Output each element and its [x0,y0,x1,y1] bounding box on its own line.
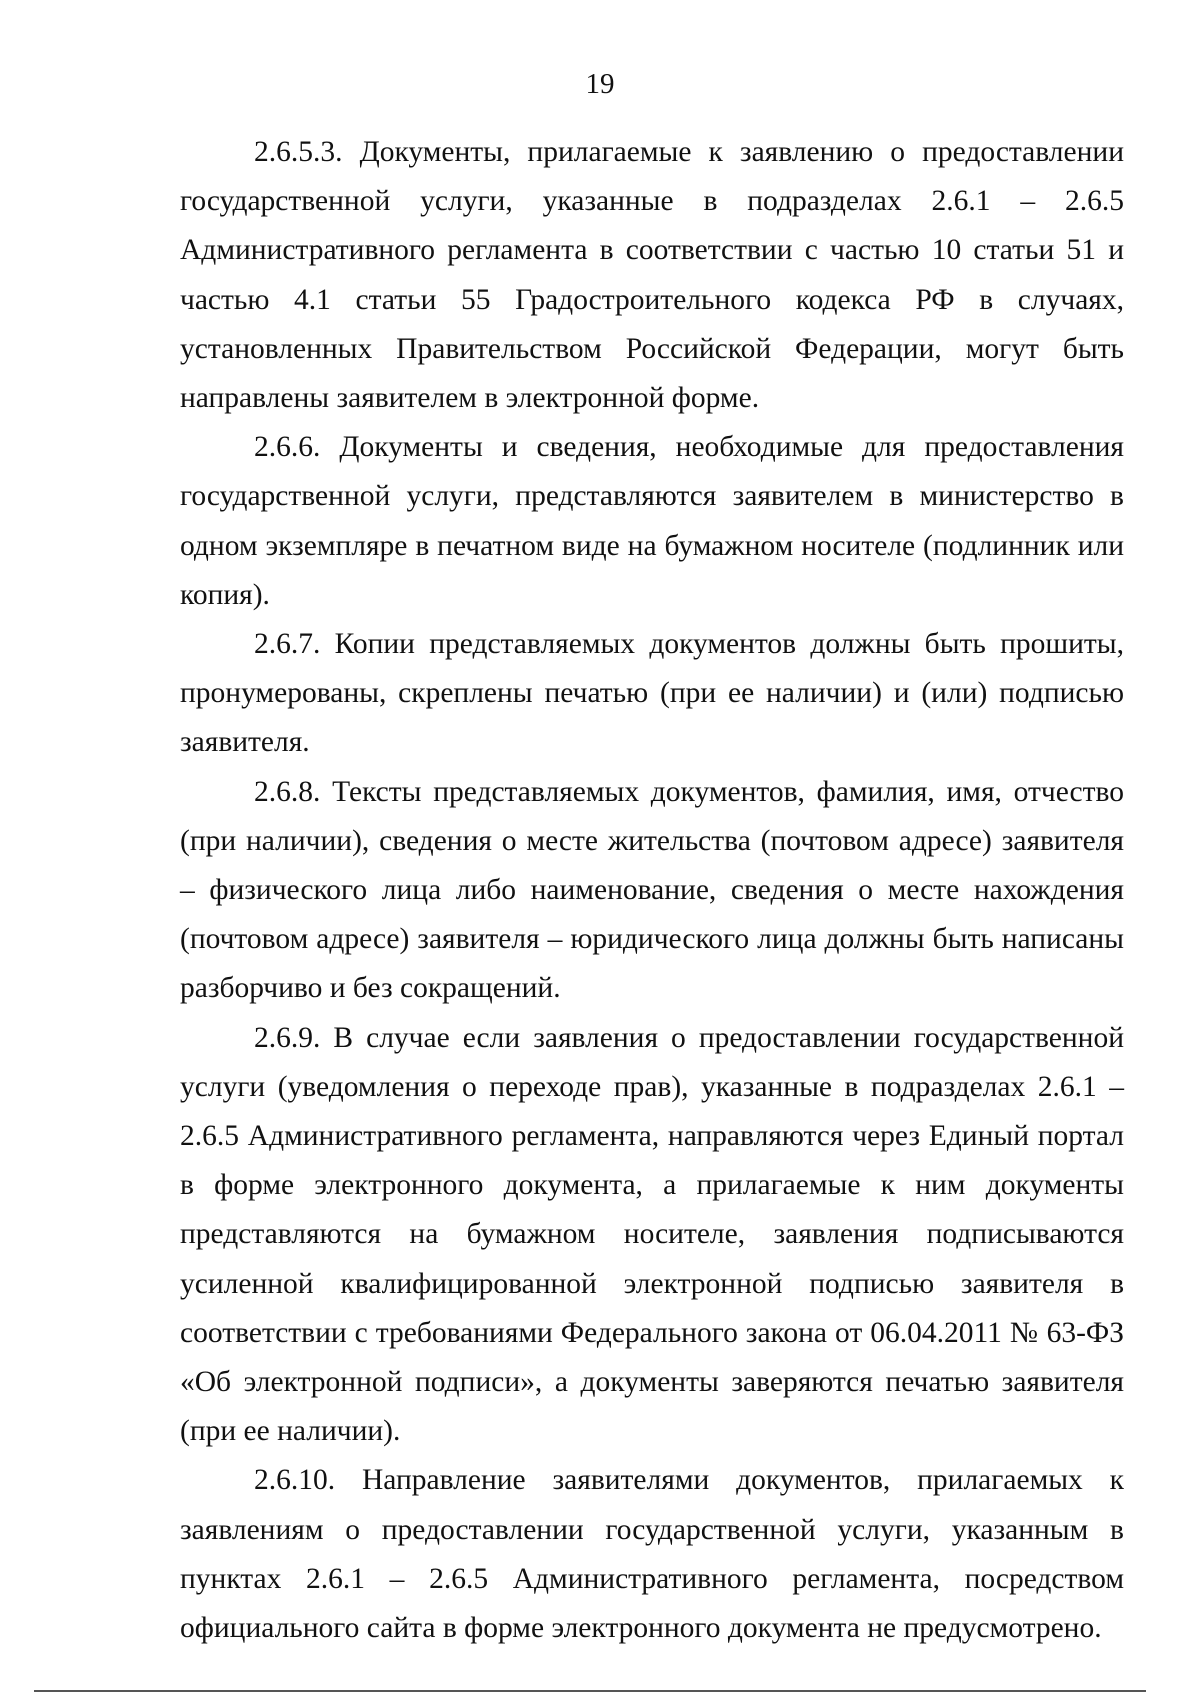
paragraph-2-6-7: 2.6.7. Копии представляемых документов должны быть прошиты, пронумерованы, скреплены печатью (при ее наличии) и (или) подписью заявителя. [180,628,1124,759]
document-body [180,128,1124,1653]
page-number: 19 [585,68,615,100]
paragraph-2-6-10: 2.6.10. Направление заявителями документов, прилагаемых к заявлениям о предоставлении государственной услуги, указанным в пунктах 2.6.1 – 2.6.5 Административного регламента, посредством официального сайта в форме электронного документа не предусмотрено. [180,1464,1124,1645]
paragraph-2-6-6: 2.6.6. Документы и сведения, необходимые для предоставления государственной услуги, представляются заявителем в министерство в одном экземпляре в печатном виде на бумажном носителе (подлинник или копия). [180,431,1124,611]
paragraph-2-6-5-3: 2.6.5.3. Документы, прилагаемые к заявлению о предоставлении государственной услуги, указанные в подразделах 2.6.1 – 2.6.5 Административного регламента в соответствии с частью 10 статьи 51 и частью 4.1 статьи 55 Градостроительного кодекса РФ в случаях, установленных Правительством Российской Федерации, могут быть направлены заявителем в электронной форме. [180,136,1124,415]
paragraph-2-6-8: 2.6.8. Тексты представляемых документов, фамилия, имя, отчество (при наличии), сведения о месте жительства (почтовом адресе) заявителя – физического лица либо наименование, сведения о месте нахождения (почтовом адресе) заявителя – юридического лица должны быть написаны разборчиво и без сокращений. [180,775,1124,1005]
footer-divider [34,1690,1146,1692]
paragraph-2-6-9: 2.6.9. В случае если заявления о предоставлении государственной услуги (уведомления о переходе прав), указанные в подразделах 2.6.1 – 2.6.5 Административного регламента, направляются через Единый портал в форме электронного документа, а прилагаемые к ним документы представляются на бумажном носителе, заявления подписываются усиленной квалифицированной электронной подписью заявителя в соответствии с требованиями Федерального закона от 06.04.2011 № 63-ФЗ «Об электронной подписи», а документы заверяются печатью заявителя (при ее наличии). [180,1021,1124,1448]
